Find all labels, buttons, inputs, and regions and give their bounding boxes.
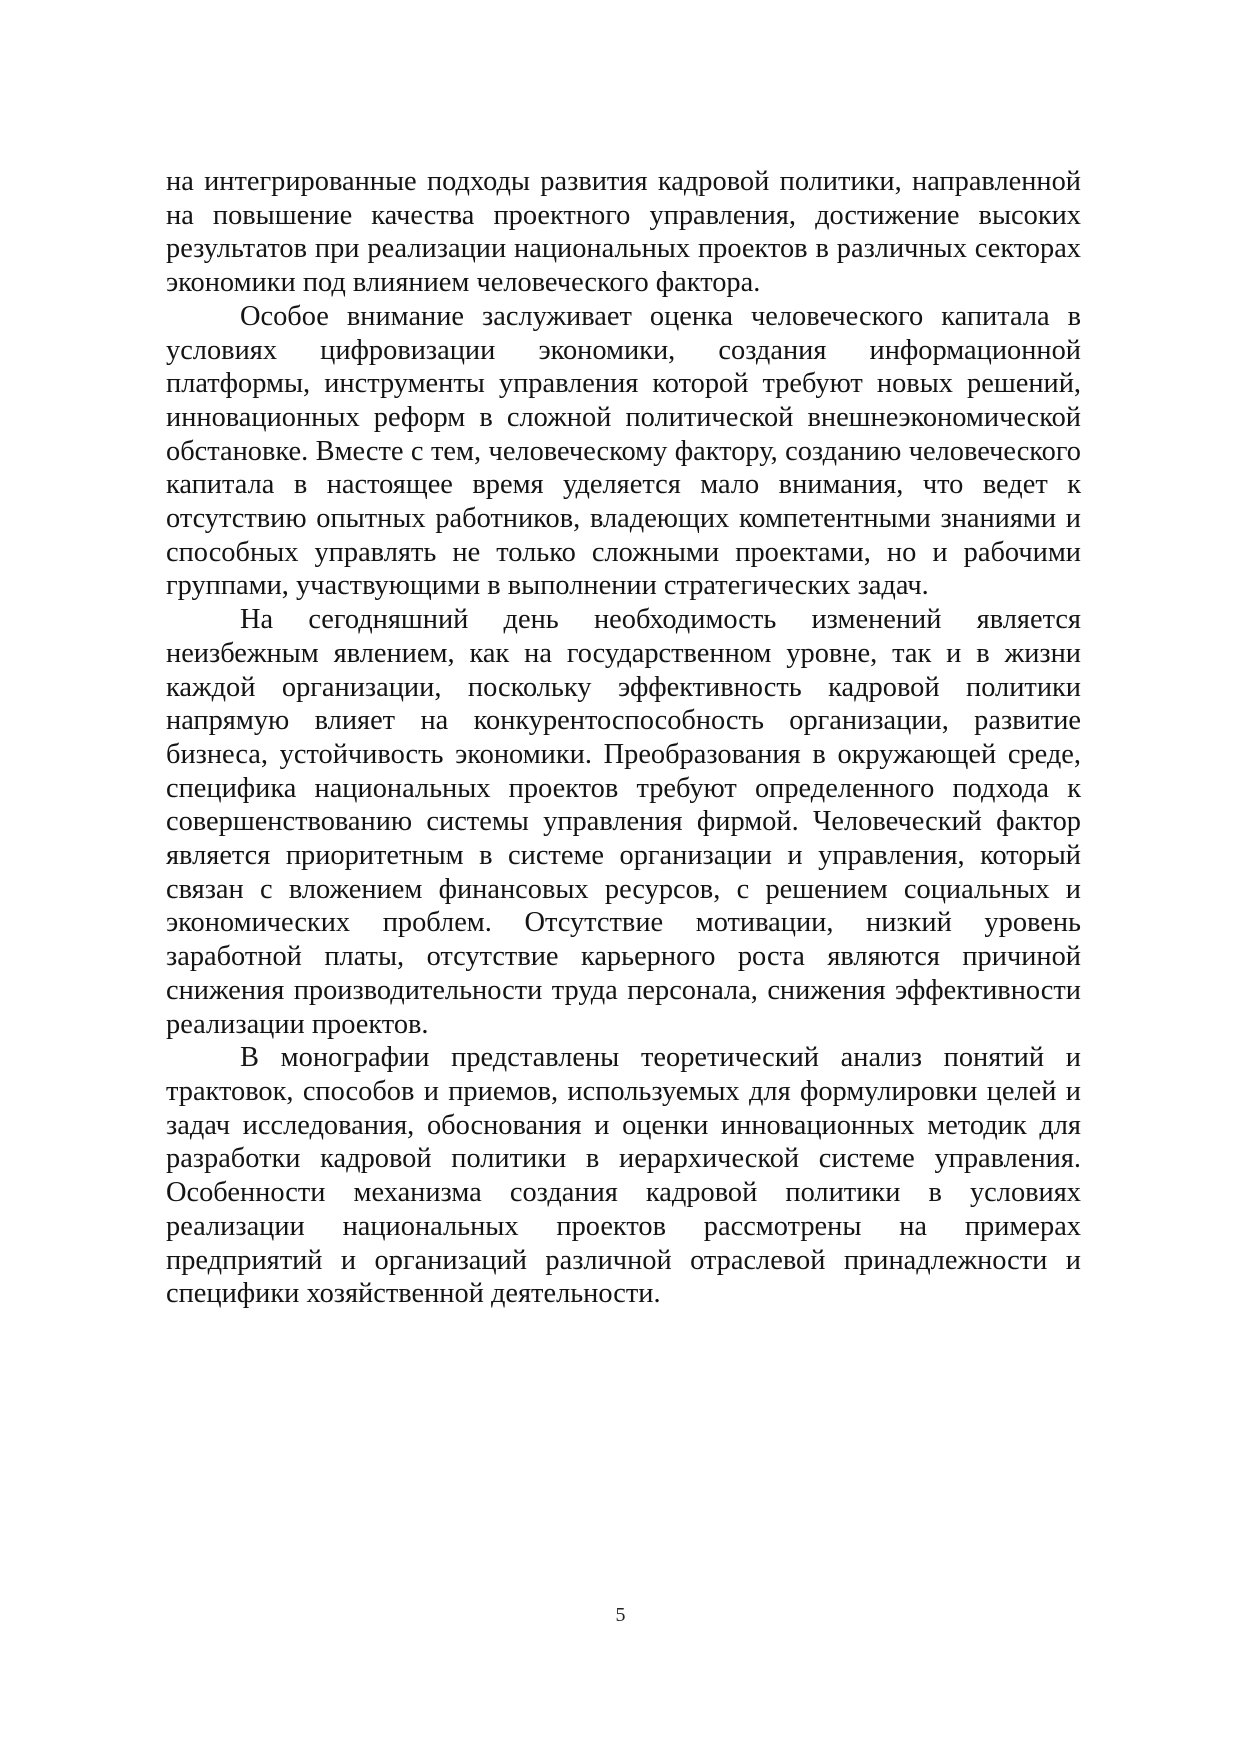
body-text xyxy=(166,165,1081,1311)
paragraph-human-capital: Особое внимание заслуживает оценка человеческого капитала в условиях цифровизации экономики, создания информационной платформы, инструменты управления которой требуют новых решений, инновационных реформ в сложной политической внешнеэкономической обстановке. Вместе с тем, человеческому фактору, созданию человеческого капитала в настоящее время уделяется мало внимания, что ведет к отсутствию опытных работников, владеющих компетентными знаниями и способных управлять не только сложными проектами, но и рабочими группами, участвующими в выполнении стратегических задач. xyxy=(166,300,1081,602)
paragraph-monograph-overview: В монографии представлены теоретический анализ понятий и трактовок, способов и приемов, используемых для формулировки целей и задач исследования, обоснования и оценки инновационных методик для разработки кадровой политики в иерархической системе управления. Особенности механизма создания кадровой политики в условиях реализации национальных проектов рассмотрены на примерах предприятий и организаций различной отраслевой принадлежности и специфики хозяйственной деятельности. xyxy=(166,1042,1081,1310)
paragraph-continuation: на интегрированные подходы развития кадровой политики, направленной на повышение качества проектного управления, достижение высоких результатов при реализации национальных проектов в различных секторах экономики под влиянием человеческого фактора. xyxy=(166,166,1081,299)
page-number: 5 xyxy=(615,1604,626,1626)
paragraph-necessity-of-changes: На сегодняшний день необходимость изменений является неизбежным явлением, как на государственном уровне, так и в жизни каждой организации, поскольку эффективность кадровой политики напрямую влияет на конкурентоспособность организации, развитие бизнеса, устойчивость экономики. Преобразования в окружающей среде, специфика национальных проектов требуют определенного подхода к совершенствованию системы управления фирмой. Человеческий фактор является приоритетным в системе организации и управления, который связан с вложением финансовых ресурсов, с решением социальных и экономических проблем. Отсутствие мотивации, низкий уровень заработной платы, отсутствие карьерного роста являются причиной снижения производительности труда персонала, снижения эффективности реализации проектов. xyxy=(166,604,1081,1040)
